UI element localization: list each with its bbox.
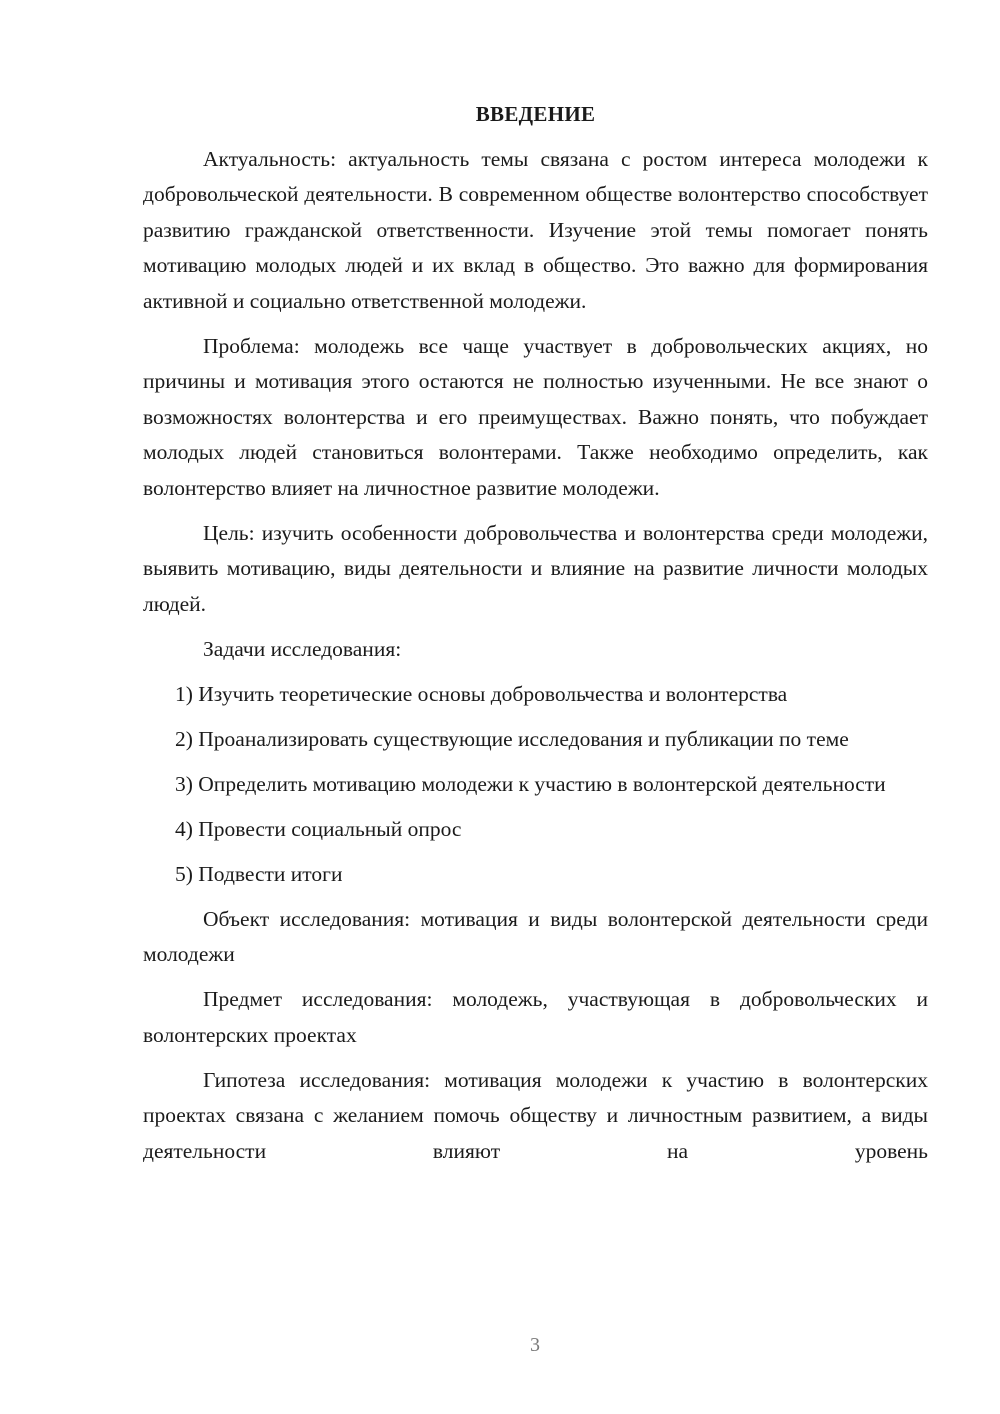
relevance-paragraph: Актуальность: актуальность темы связана с ростом интереса молодежи к добровольческой деятельности. В современном обществе волонтерство способствует развитию гражданской ответственности. Изучение этой темы помогает понять мотивацию молодых людей и их вклад в общество. Это важно для формирования активной и социально ответственной молодежи. bbox=[143, 146, 928, 313]
task-item: 3) Определить мотивацию молодежи к участию в волонтерской деятельности bbox=[175, 771, 886, 796]
task-item: 5) Подвести итоги bbox=[175, 861, 343, 886]
subject-paragraph: Предмет исследования: молодежь, участвующая в добровольческих и волонтерских проектах bbox=[143, 987, 928, 1047]
document-body bbox=[143, 97, 928, 1179]
tasks-heading: Задачи исследования: bbox=[203, 636, 402, 661]
problem-paragraph: Проблема: молодежь все чаще участвует в добровольческих акциях, но причины и мотивация этого остаются не полностью изученными. Не все знают о возможностях волонтерства и его преимуществах. Важно понять, что побуждает молодых людей становиться волонтерами. Также необходимо определить, как волонтерство влияет на личностное развитие молодежи. bbox=[143, 333, 928, 500]
task-item: 4) Провести социальный опрос bbox=[175, 816, 462, 841]
task-item: 2) Проанализировать существующие исследования и публикации по теме bbox=[175, 726, 849, 751]
hypothesis-paragraph: Гипотеза исследования: мотивация молодежи к участию в волонтерских проектах связана с желанием помочь обществу и личностным развитием, а виды деятельности влияют на уровень bbox=[143, 1067, 928, 1163]
task-item: 1) Изучить теоретические основы добровольчества и волонтерства bbox=[175, 681, 788, 706]
goal-paragraph: Цель: изучить особенности добровольчества и волонтерства среди молодежи, выявить мотивацию, виды деятельности и влияние на развитие личности молодых людей. bbox=[143, 520, 928, 616]
object-paragraph: Объект исследования: мотивация и виды волонтерской деятельности среди молодежи bbox=[143, 906, 928, 966]
page-title: ВВЕДЕНИЕ bbox=[475, 102, 596, 126]
page-number: 3 bbox=[530, 1334, 540, 1356]
